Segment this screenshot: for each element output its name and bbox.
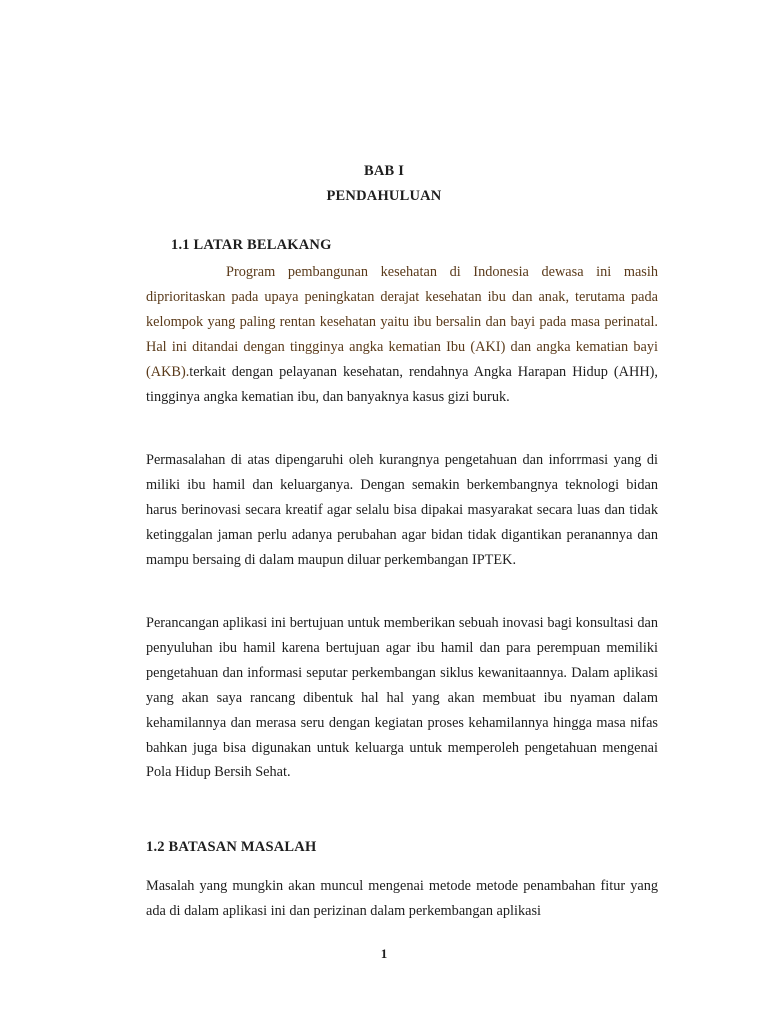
section-heading-batasan-masalah: 1.2 BATASAN MASALAH — [146, 839, 317, 855]
paragraph-rest-text: terkait dengan pelayanan kesehatan, rendahnya Angka Harapan Hidup (AHH), tingginya angka kematian ibu, dan banyaknya kasus gizi buruk. — [146, 363, 658, 405]
page-number: 1 — [380, 946, 388, 961]
paragraph-latar-belakang-1 — [146, 260, 658, 409]
paragraph-batasan-masalah-1: Masalah yang mungkin akan muncul mengenai metode metode penambahan fitur yang ada di dalam aplikasi ini dan perizinan dalam perkembangan aplikasi — [146, 878, 658, 919]
paragraph-latar-belakang-3: Perancangan aplikasi ini bertujuan untuk memberikan sebuah inovasi bagi konsultasi dan penyuluhan ibu hamil karena bertujuan agar ibu hamil dan para perempuan memiliki pengetahuan dan informasi seputar perkembangan siklus kewanitaannya. Dalam aplikasi yang akan saya rancang dibentuk hal hal yang akan membuat ibu nyaman dalam kehamilannya dan merasa seru dengan kegiatan proses kehamilannya hingga masa nifas bahkan juga bisa digunakan untuk keluarga untuk memperoleh pengetahuan mengenai Pola Hidup Bersih Sehat. — [146, 615, 658, 781]
section-heading-latar-belakang: 1.1 LATAR BELAKANG — [171, 237, 332, 253]
chapter-title: PENDAHULUAN — [326, 188, 442, 204]
paragraph-lead-text: Program pembangunan kesehatan di Indonesia dewasa ini masih diprioritaskan pada upaya peningkatan derajat kesehatan ibu dan anak, terutama pada kelompok yang paling rentan kesehatan yaitu ibu bersalin dan bayi pada masa perinatal. Hal ini ditandai dengan tingginya angka kematian Ibu (AKI) dan angka kematian bayi (AKB). — [146, 264, 658, 380]
paragraph-latar-belakang-2: Permasalahan di atas dipengaruhi oleh kurangnya pengetahuan dan inforrmasi yang di miliki ibu hamil dan keluarganya. Dengan semakin berkembangnya teknologi bidan harus berinovasi secara kreatif agar selalu bisa dipakai masyarakat secara luas dan tidak ketinggalan jaman perlu adanya perubahan agar bidan tidak digantikan peranannya dan mampu bersaing di dalam maupun diluar perkembangan IPTEK. — [146, 452, 658, 568]
chapter-number: BAB I — [363, 163, 405, 179]
